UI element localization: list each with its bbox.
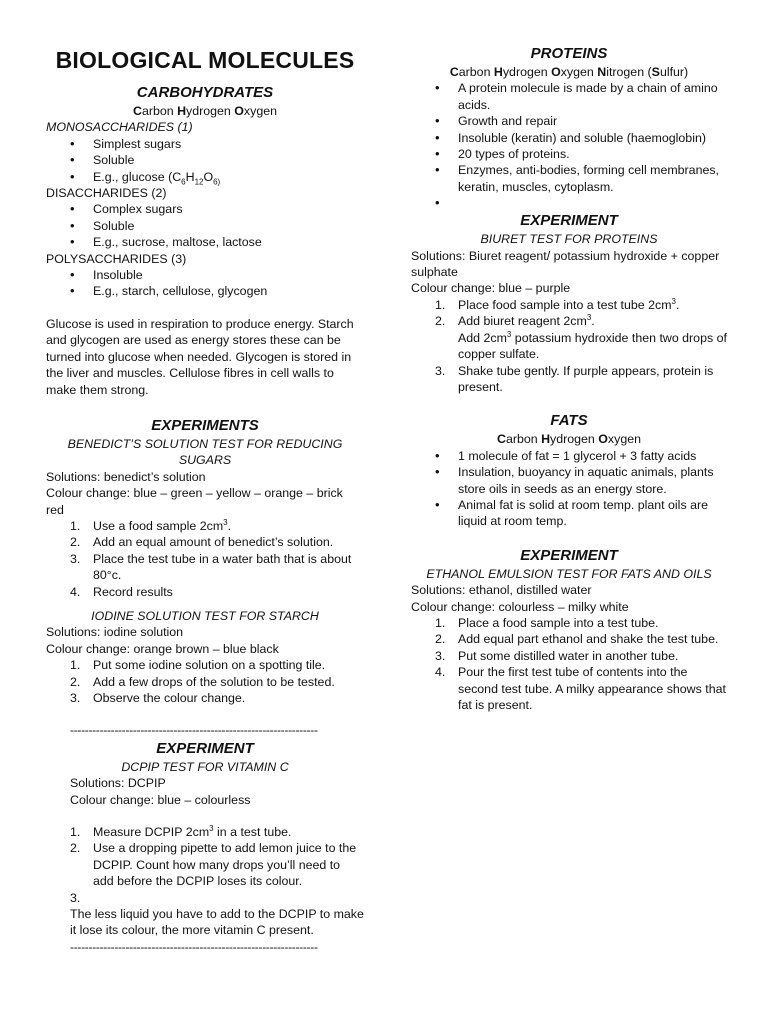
list-item: 1. Place a food sample into a test tube. <box>435 615 659 630</box>
element-rest: arbon <box>505 432 542 447</box>
glucose-text: E.g., glucose (C <box>93 169 182 184</box>
ethanol-test-title: ETHANOL EMULSION TEST FOR FATS AND OILS <box>426 566 712 581</box>
list-item: 4. Record results <box>70 584 173 599</box>
list-item: • Insoluble <box>46 267 364 283</box>
superscript: 3 <box>223 517 228 527</box>
step-text: . <box>591 314 595 329</box>
benedict-colour-change: Colour change: blue – green – yellow – orange – brick red <box>46 486 343 517</box>
step-text: Place a food sample into a test tube. <box>458 615 659 630</box>
divider-line: ------------------------------------------------------------------- <box>70 723 318 738</box>
glucose-text: O <box>203 169 214 184</box>
element-rest: xygen <box>607 432 641 447</box>
step-text: potassium hydroxide then two drops of copper sulfate. <box>458 330 727 362</box>
list-item: • 1 molecule of fat = 1 glycerol + 3 fatty acids <box>411 448 727 464</box>
element-initial: H <box>493 65 503 79</box>
ethanol-colour-change: Colour change: colourless – milky white <box>411 599 629 614</box>
page-title: BIOLOGICAL MOLECULES <box>55 47 355 73</box>
monosaccharides-heading: MONOSACCHARIDES (1) <box>46 120 193 135</box>
step-text: Place food sample into a test tube 2cm <box>458 297 672 312</box>
dcpip-steps <box>46 824 364 890</box>
list-item: • Soluble <box>46 218 364 234</box>
fats-elements <box>411 431 727 447</box>
step-text: . <box>227 518 232 533</box>
experiments-heading: EXPERIMENTS <box>151 416 259 434</box>
step-text: Add an equal amount of benedict’s solution. <box>93 535 334 550</box>
list-item: • Enzymes, anti-bodies, forming cell membranes, keratin, muscles, cytoplasm. <box>411 162 727 195</box>
iodine-colour-change: Colour change: orange brown – blue black <box>46 641 279 656</box>
element-rest: xygen <box>560 65 598 79</box>
list-item: • Insoluble (keratin) and soluble (haemoglobin) <box>411 130 727 146</box>
superscript: 3 <box>506 329 512 339</box>
ethanol-experiment-heading: EXPERIMENT <box>520 546 618 564</box>
dcpip-test-title: DCPIP TEST FOR VITAMIN C <box>121 759 289 774</box>
list-item: • E.g., starch, cellulose, glycogen <box>46 283 364 299</box>
step-text: in a test tube. <box>213 825 292 840</box>
step-text: Pour the first test tube of contents into the second test tube. A milky appearance shows that fat is present. <box>458 665 726 712</box>
dcpip-conclusion: The less liquid you have to add to the DCPIP to make it lose its colour, the more vitamin C present. <box>70 907 364 938</box>
iodine-steps <box>46 657 364 706</box>
list-item: 2. Add biuret reagent $2cm^3$. Add $2cm^3$ potassium hydroxide then two drops of copper sulfate. <box>435 313 727 362</box>
subscript: 6 <box>181 177 186 187</box>
step-text: Add biuret reagent 2cm <box>458 314 587 329</box>
proteins-elements <box>411 64 727 80</box>
list-item: 3. Place the test tube in a water bath that is about 80°c. <box>70 551 352 583</box>
list-item: 2. Add a few drops of the solution to be tested. <box>70 674 335 689</box>
divider-line: ------------------------------------------------------------------- <box>70 939 318 954</box>
step-text: . <box>675 297 680 312</box>
element-rest: itrogen ( <box>606 65 652 79</box>
fats-list <box>411 448 727 530</box>
ethanol-solutions: Solutions: ethanol, distilled water <box>411 583 592 598</box>
list-item: 1. Put some iodine solution on a spotting tile. <box>70 658 326 673</box>
proteins-heading: PROTEINS <box>530 45 608 62</box>
dcpip-step-3: 3. <box>70 890 81 905</box>
list-item: • Complex sugars <box>46 201 364 217</box>
iodine-test-title: IODINE SOLUTION TEST FOR STARCH <box>91 608 319 623</box>
element-initial: H <box>541 432 551 447</box>
benedict-steps <box>46 518 364 600</box>
step-text: Observe the colour change. <box>93 691 246 705</box>
step-text: Add 2cm <box>458 330 507 345</box>
biuret-solutions: Solutions: Biuret reagent/ potassium hydroxide + copper sulphate <box>411 248 720 280</box>
element-rest: ydrogen <box>186 104 235 118</box>
step-text: Place the test tube in a water bath that is about 80°c. <box>93 551 352 583</box>
step-text: Use a dropping pipette to add lemon juice to the DCPIP. Count how many drops you’ll need to add before the DCPIP loses its colour. <box>93 841 357 889</box>
subscript: 6) <box>213 177 221 187</box>
glucose-text: H <box>185 169 195 184</box>
list-item: 2. Use a dropping pipette to add lemon juice to the DCPIP. Count how many drops you’ll need to add before the DCPIP loses its colour. <box>70 841 357 889</box>
element-initial: O <box>234 104 244 118</box>
list-item: 2. Add equal part ethanol and shake the test tube. <box>435 632 719 647</box>
list-item: • E.g., sucrose, maltose, lactose <box>46 234 364 250</box>
list-item: • A protein molecule is made by a chain of amino acids. <box>411 80 727 113</box>
carbohydrates-heading: CARBOHYDRATES <box>136 84 274 101</box>
element-initial: C <box>497 432 506 447</box>
element-initial: O <box>551 65 561 79</box>
dcpip-colour-change: Colour change: blue – colourless <box>70 792 251 807</box>
proteins-list <box>411 80 727 211</box>
disaccharides-list <box>46 201 364 250</box>
element-initial: O <box>598 432 608 447</box>
biuret-experiment-heading: EXPERIMENT <box>520 212 618 230</box>
step-text: Measure DCPIP 2cm <box>93 825 210 840</box>
subscript: 12 <box>194 177 204 187</box>
biuret-colour-change: Colour change: blue – purple <box>411 281 571 296</box>
list-item: 3. Shake tube gently. If purple appears, protein is present. <box>435 363 714 394</box>
list-item: 1. Measure DCPIP $2cm^3$ in a test tube. <box>70 823 292 840</box>
superscript: 3 <box>586 313 592 323</box>
superscript: 3 <box>671 296 676 306</box>
step-text: Add a few drops of the solution to be tested. <box>93 674 335 689</box>
list-item: 3. Put some distilled water in another tube. <box>435 648 679 663</box>
list-item: 1. Use a food sample $2cm^3$. <box>70 517 232 533</box>
element-rest: arbon <box>458 65 494 79</box>
list-item: 3. Observe the colour change. <box>70 691 246 705</box>
benedict-solutions: Solutions: benedict’s solution <box>46 469 206 484</box>
list-item: • Growth and repair <box>411 113 727 129</box>
monosaccharides-list <box>46 136 364 185</box>
step-text: Put some iodine solution on a spotting tile. <box>93 658 326 673</box>
benedict-test-title: BENEDICT’S SOLUTION TEST FOR REDUCING SUGARS <box>67 436 343 468</box>
right-column <box>411 0 727 713</box>
carbohydrates-paragraph: Glucose is used in respiration to produce energy. Starch and glycogen are used as energy stores these can be turned into glucose when needed. Glycogen is stored in the liver and muscles. Cellulose fibres in cell walls to make them strong. <box>46 316 354 397</box>
list-item <box>411 195 727 211</box>
fats-heading: FATS <box>550 412 588 430</box>
biuret-test-title: BIURET TEST FOR PROTEINS <box>480 232 658 247</box>
ethanol-steps <box>411 615 727 713</box>
element-initial: C <box>133 104 142 118</box>
step-text: Put some distilled water in another tube. <box>458 648 679 663</box>
superscript: 3 <box>209 823 214 833</box>
carbohydrates-elements <box>46 103 364 119</box>
element-rest: ulfur) <box>659 65 689 79</box>
step-text: Record results <box>93 584 173 599</box>
step-text: Use a food sample 2cm <box>93 518 224 533</box>
element-initial: H <box>177 104 187 118</box>
list-item: 2. Add an equal amount of benedict’s solution. <box>70 535 334 550</box>
step-text: Add equal part ethanol and shake the test tube. <box>458 632 719 647</box>
disaccharides-heading: DISACCHARIDES (2) <box>46 186 167 201</box>
element-rest: xygen <box>243 104 277 118</box>
vitamin-c-experiment-heading: EXPERIMENT <box>156 739 254 757</box>
iodine-solutions: Solutions: iodine solution <box>46 625 184 640</box>
list-item: • Animal fat is solid at room temp. plant oils are liquid at room temp. <box>411 497 727 530</box>
dcpip-solutions: Solutions: DCPIP <box>70 776 166 791</box>
element-initial: N <box>597 65 607 79</box>
polysaccharides-heading: POLYSACCHARIDES (3) <box>46 251 187 266</box>
list-item: • Insulation, buoyancy in aquatic animals, plants store oils in seeds as an energy store. <box>411 464 727 497</box>
list-item: 1. Place food sample into a test tube $2cm^3$. <box>435 296 680 312</box>
polysaccharides-list <box>46 267 364 300</box>
element-initial: S <box>651 65 660 79</box>
element-rest: arbon <box>141 104 178 118</box>
list-item: • Simplest sugars <box>46 136 364 152</box>
list-item <box>46 169 364 185</box>
step-text: Shake tube gently. If purple appears, protein is present. <box>458 363 714 394</box>
element-rest: ydrogen <box>550 432 599 447</box>
left-column <box>46 0 364 955</box>
element-initial: C <box>449 65 459 79</box>
list-item: • Soluble <box>46 152 364 168</box>
list-item: 4. Pour the first test tube of contents into the second test tube. A milky appearance shows that fat is present. <box>435 665 726 712</box>
list-item: • 20 types of proteins. <box>411 146 727 162</box>
element-rest: ydrogen <box>502 65 552 79</box>
biuret-steps <box>411 297 727 395</box>
